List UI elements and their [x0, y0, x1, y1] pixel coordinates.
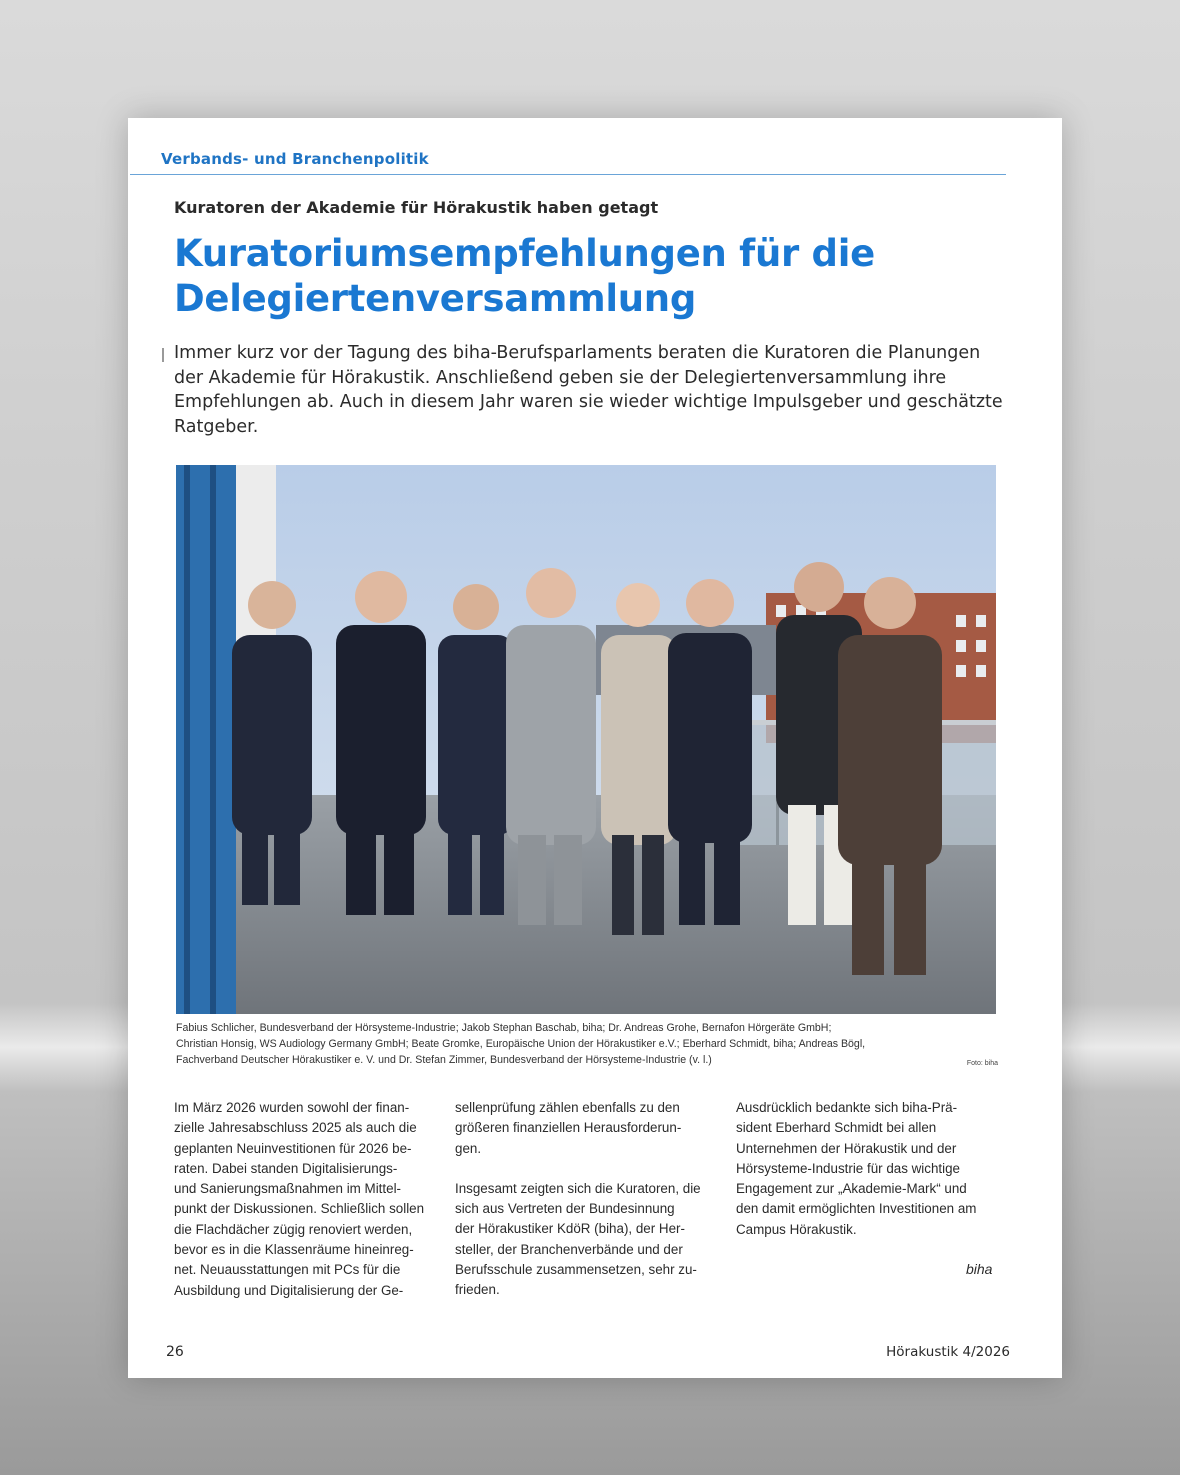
caption-line: Fachverband Deutscher Hörakustiker e. V. und Dr. Stefan Zimmer, Bundesverband der Hörsysteme-Industrie (v. l.): [176, 1054, 712, 1066]
body-line: sellenprüfung zählen ebenfalls zu den: [455, 1100, 680, 1115]
body-line: Berufsschule zusammensetzen, sehr zu-: [455, 1262, 697, 1278]
body-line: frieden.: [455, 1282, 500, 1298]
caption-line: Fabius Schlicher, Bundesverband der Hörsysteme-Industrie; Jakob Stephan Baschab, biha; Dr. Andreas Grohe, Bernafon Hörgeräte GmbH;: [176, 1022, 832, 1034]
body-line: größeren finanziellen Herausforderun-: [455, 1120, 682, 1136]
caption-line: Christian Honsig, WS Audiology Germany GmbH; Beate Gromke, Europäische Union der Hörakustiker e.V.; Eberhard Schmidt, biha; Andreas Bögl,: [176, 1038, 866, 1050]
body-line: punkt der Diskussionen. Schließlich sollen: [174, 1201, 425, 1217]
section-label: Verbands- und Branchenpolitik: [161, 150, 429, 168]
body-line: und Sanierungsmaßnahmen im Mittel-: [174, 1181, 402, 1197]
photo-credit: Foto: biha: [966, 1060, 998, 1067]
body-line: Im März 2026 wurden sowohl der finan-: [174, 1100, 410, 1115]
headline-line: Delegiertenversammlung: [174, 277, 697, 320]
lead-line: Empfehlungen ab. Auch in diesem Jahr waren sie wieder wichtige Impulsgeber und geschätzte: [174, 392, 1003, 412]
lead-marker: [162, 348, 164, 362]
article-column-3: [736, 1098, 998, 1240]
magazine-page: [128, 118, 1062, 1378]
body-line: raten. Dabei standen Digitalisierungs-: [174, 1160, 398, 1176]
body-line: den damit ermöglichten Investitionen am: [736, 1201, 977, 1217]
body-line: Ausdrücklich bedankte sich biha-Prä-: [736, 1100, 958, 1115]
paragraph-gap: [455, 1159, 717, 1179]
body-line: Campus Hörakustik.: [736, 1221, 857, 1237]
body-line: bevor es in die Klassenräume hineinreg-: [174, 1242, 414, 1258]
lead-line: der Akademie für Hörakustik. Anschließend geben sie der Delegiertenversammlung ihre: [174, 367, 947, 388]
headline-line: Kuratoriumsempfehlungen für die: [174, 232, 875, 275]
body-line: Hörsysteme-Industrie für das wichtige: [736, 1160, 961, 1176]
byline: biha: [966, 1261, 993, 1277]
headline: [174, 231, 1014, 321]
body-line: net. Neuausstattungen mit PCs für die: [174, 1262, 401, 1278]
body-line: Engagement zur „Akademie-Mark“ und: [736, 1181, 967, 1197]
body-line: Unternehmen der Hörakustik und der: [736, 1140, 957, 1156]
body-line: sich aus Vertreten der Bundesinnung: [455, 1201, 675, 1217]
body-line: geplanten Neuinvestitionen für 2026 be-: [174, 1140, 412, 1156]
group-photo-illustration: [176, 465, 996, 1014]
section-rule: [130, 174, 1006, 175]
article-column-2: [455, 1098, 717, 1301]
body-line: gen.: [455, 1140, 482, 1156]
group-photo: [176, 465, 996, 1014]
lead-line: Immer kurz vor der Tagung des biha-Berufsparlaments beraten die Kuratoren die Planungen: [174, 343, 981, 363]
body-line: der Hörakustiker KdöR (biha), der Her-: [455, 1221, 685, 1237]
body-line: Insgesamt zeigten sich die Kuratoren, die: [455, 1180, 701, 1196]
kicker: Kuratoren der Akademie für Hörakustik haben getagt: [174, 198, 659, 217]
body-line: Ausbildung und Digitalisierung der Ge-: [174, 1282, 404, 1298]
article-column-1: [174, 1098, 436, 1301]
issue-label: Hörakustik 4/2026: [886, 1344, 1010, 1360]
body-line: die Flachdächer zügig renoviert werden,: [174, 1221, 413, 1237]
photo-caption: [176, 1020, 1000, 1068]
body-line: sident Eberhard Schmidt bei allen: [736, 1120, 937, 1136]
lead-line: Ratgeber.: [174, 416, 259, 437]
lead-paragraph: [174, 341, 1014, 439]
page-number: 26: [166, 1344, 184, 1360]
body-line: steller, der Branchenverbände und der: [455, 1241, 683, 1257]
body-line: zielle Jahresabschluss 2025 als auch die: [174, 1120, 417, 1136]
